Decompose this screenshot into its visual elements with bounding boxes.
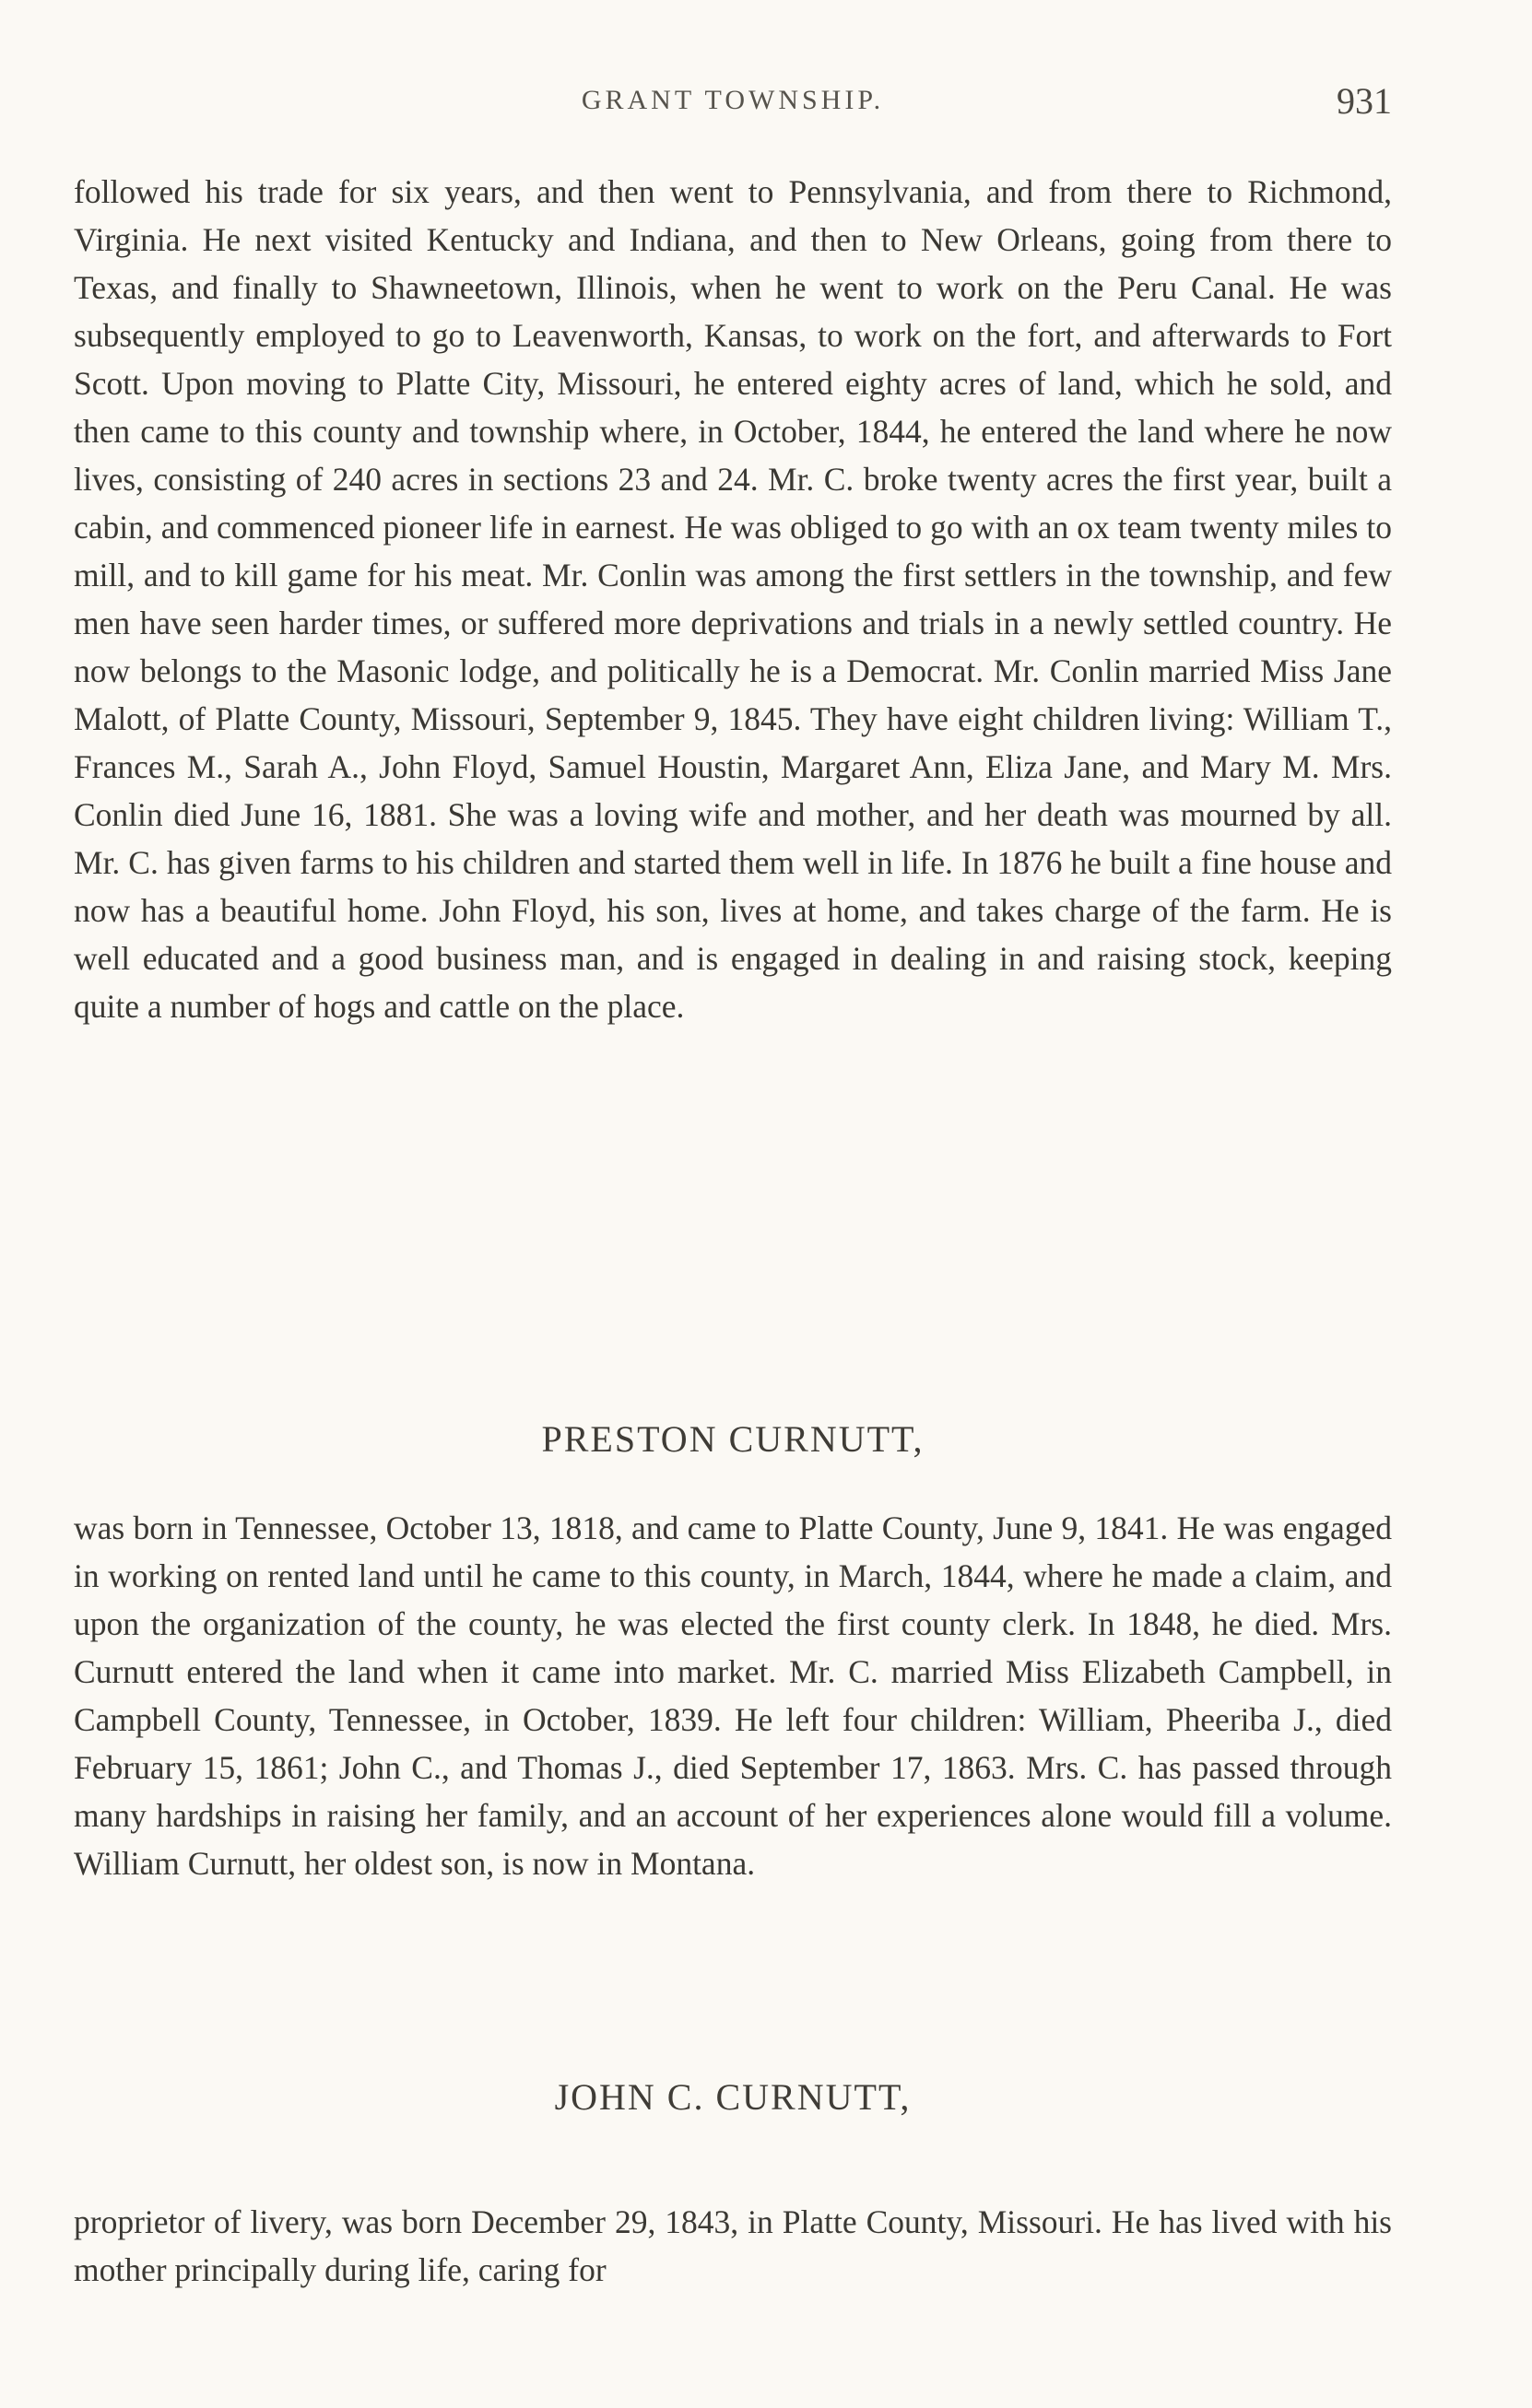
page-number: 931 xyxy=(1337,80,1392,122)
heading-john-c-curnutt: JOHN C. CURNUTT, xyxy=(554,2076,912,2118)
paragraph-conlin-continued xyxy=(74,168,1392,1030)
paragraph-preston-curnutt xyxy=(74,1504,1392,1887)
paragraph-john-c-curnutt xyxy=(74,2198,1392,2294)
running-title: GRANT TOWNSHIP. xyxy=(581,85,885,115)
paragraph-text: proprietor of livery, was born December 29, 1843, in Platte County, Missouri. He has lived with his mother principally during life, caring for xyxy=(74,2203,1392,2288)
paragraph-text: followed his trade for six years, and then went to Pennsylvania, and from there to Richmond, Virginia. He next visited Kentucky and Indiana, and then to New Orleans, going from there to Texas, and finally to Shawneetown, Illinois, when he went to work on the Peru Canal. He was subsequently employed to go to Leavenworth, Kansas, to work on the fort, and afterwards to Fort Scott. Upon moving to Platte City, Missouri, he entered eighty acres of land, which he sold, and then came to this county and township where, in October, 1844, he entered the land where he now lives, consisting of 240 acres in sections 23 and 24. Mr. C. broke twenty acres the first year, built a cabin, and commenced pioneer life in earnest. He was obliged to go with an ox team twenty miles to mill, and to kill game for his meat. Mr. Conlin was among the first settlers in the township, and few men have seen harder times, or suffered more deprivations and trials in a newly settled country. He now belongs to the Masonic lodge, and politically he is a Democrat. Mr. Conlin married Miss Jane Malott, of Platte County, Missouri, September 9, 1845. They have eight children living: William T., Frances M., Sarah A., John Floyd, Samuel Houstin, Margaret Ann, Eliza Jane, and Mary M. Mrs. Conlin died June 16, 1881. She was a loving wife and mother, and her death was mourned by all. Mr. C. has given farms to his children and started them well in life. In 1876 he built a fine house and now has a beautiful home. John Floyd, his son, lives at home, and takes charge of the farm. He is well educated and a good business man, and is engaged in dealing in and raising stock, keeping quite a number of hogs and cattle on the place. xyxy=(74,173,1392,1025)
paragraph-text: was born in Tennessee, October 13, 1818, and came to Platte County, June 9, 1841. He was engaged in working on rented land until he came to this county, in March, 1844, where he made a claim, and upon the organization of the county, he was elected the first county clerk. In 1848, he died. Mrs. Curnutt entered the land when it came into market. Mr. C. married Miss Elizabeth Campbell, in Campbell County, Tennessee, in October, 1839. He left four children: William, Pheeriba J., died February 15, 1861; John C., and Thomas J., died September 17, 1863. Mrs. C. has passed through many hardships in raising her family, and an account of her experiences alone would fill a volume. William Curnutt, her oldest son, is now in Montana. xyxy=(74,1509,1392,1882)
page-header xyxy=(74,80,1392,131)
heading-preston-curnutt: PRESTON CURNUTT, xyxy=(541,1418,925,1460)
